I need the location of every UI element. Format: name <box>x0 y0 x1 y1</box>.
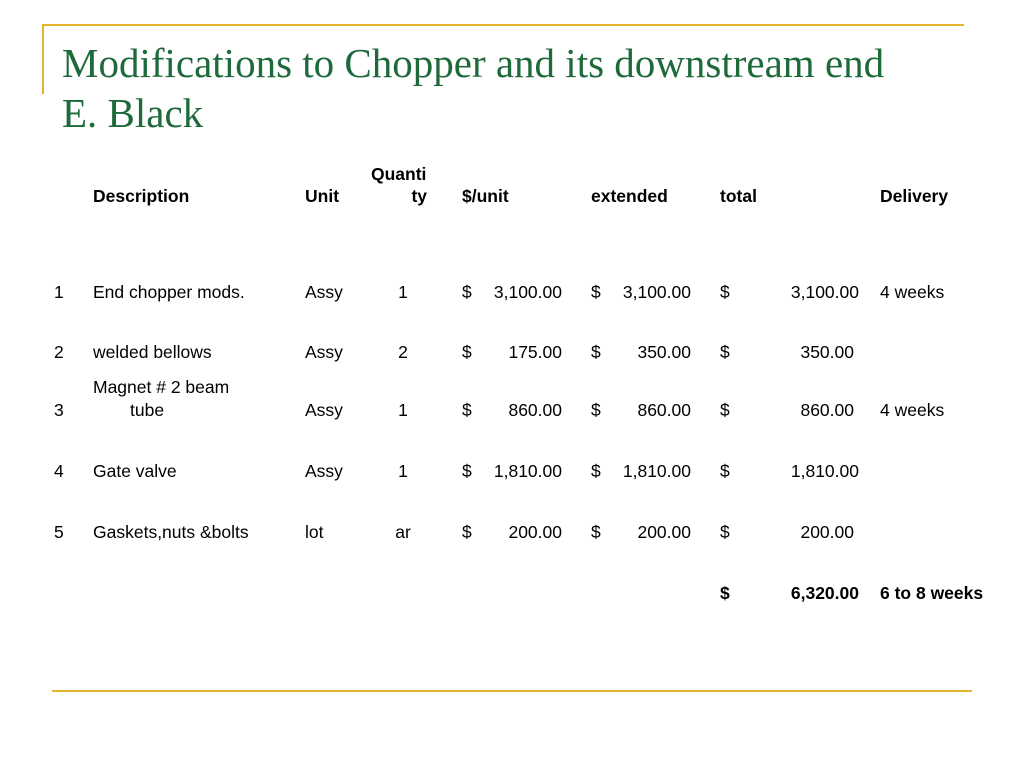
row-unit-currency: $ <box>462 400 472 420</box>
row-unit-currency: $ <box>462 522 472 542</box>
row-total-currency: $ <box>720 522 730 542</box>
left-rule <box>42 24 44 94</box>
top-rule <box>42 24 964 26</box>
row-total-price: 1,810.00 <box>790 461 859 481</box>
row-unit: Assy <box>305 342 343 362</box>
bottom-rule <box>52 690 972 692</box>
row-total-currency: $ <box>720 342 730 362</box>
header-extended: extended <box>591 186 668 206</box>
row-unit-price: 3,100.00 <box>493 282 562 302</box>
row-unit-currency: $ <box>462 342 472 362</box>
row-total-currency: $ <box>720 282 730 302</box>
row-extended-currency: $ <box>591 522 601 542</box>
row-description-line2: tube <box>130 400 165 420</box>
row-unit-currency: $ <box>462 461 472 481</box>
row-unit: Assy <box>305 282 343 302</box>
header-quantity-line2: ty <box>411 186 427 206</box>
row-description: Gate valve <box>93 461 177 481</box>
row-total-currency: $ <box>720 461 730 481</box>
row-extended-currency: $ <box>591 282 601 302</box>
header-quantity-line1: Quanti <box>371 164 427 184</box>
row-extended-price: 1,810.00 <box>622 461 691 481</box>
row-total-price: 350.00 <box>800 342 854 362</box>
row-quantity: 1 <box>398 400 408 420</box>
row-unit: lot <box>305 522 324 542</box>
row-extended-price: 350.00 <box>637 342 691 362</box>
row-description: End chopper mods. <box>93 282 245 302</box>
row-number: 2 <box>54 342 64 362</box>
grand-total-delivery: 6 to 8 weeks <box>880 583 984 603</box>
row-number: 1 <box>54 282 64 302</box>
row-description: welded bellows <box>93 342 212 362</box>
row-unit-price: 200.00 <box>508 522 562 542</box>
row-total-price: 200.00 <box>800 522 854 542</box>
row-number: 4 <box>54 461 64 481</box>
row-extended-currency: $ <box>591 342 601 362</box>
row-number: 5 <box>54 522 64 542</box>
row-quantity: 1 <box>398 282 408 302</box>
row-extended-price: 200.00 <box>637 522 691 542</box>
row-description-line1: Magnet # 2 beam <box>93 377 230 397</box>
row-extended-currency: $ <box>591 400 601 420</box>
header-description: Description <box>93 186 190 206</box>
header-per-unit: $/unit <box>462 186 509 206</box>
slide-title <box>62 38 884 138</box>
header-unit: Unit <box>305 186 340 206</box>
row-unit: Assy <box>305 400 343 420</box>
row-total-price: 3,100.00 <box>790 282 859 302</box>
row-extended-currency: $ <box>591 461 601 481</box>
row-total-price: 860.00 <box>800 400 854 420</box>
row-number: 3 <box>54 400 64 420</box>
row-unit-price: 860.00 <box>508 400 562 420</box>
row-extended-price: 3,100.00 <box>622 282 691 302</box>
row-unit-currency: $ <box>462 282 472 302</box>
grand-total-currency: $ <box>720 583 730 603</box>
header-total: total <box>720 186 757 206</box>
title-line-1: Modifications to Chopper and its downstream end <box>62 40 885 86</box>
row-delivery: 4 weeks <box>880 400 945 420</box>
title-line-2: E. Black <box>62 90 204 136</box>
row-delivery: 4 weeks <box>880 282 945 302</box>
row-unit: Assy <box>305 461 343 481</box>
row-unit-price: 1,810.00 <box>493 461 562 481</box>
row-quantity: 2 <box>398 342 408 362</box>
header-delivery: Delivery <box>880 186 949 206</box>
row-total-currency: $ <box>720 400 730 420</box>
row-description: Gaskets,nuts &bolts <box>93 522 249 542</box>
row-quantity: ar <box>395 522 411 542</box>
row-unit-price: 175.00 <box>508 342 562 362</box>
row-extended-price: 860.00 <box>637 400 691 420</box>
row-quantity: 1 <box>398 461 408 481</box>
grand-total-amount: 6,320.00 <box>790 583 859 603</box>
